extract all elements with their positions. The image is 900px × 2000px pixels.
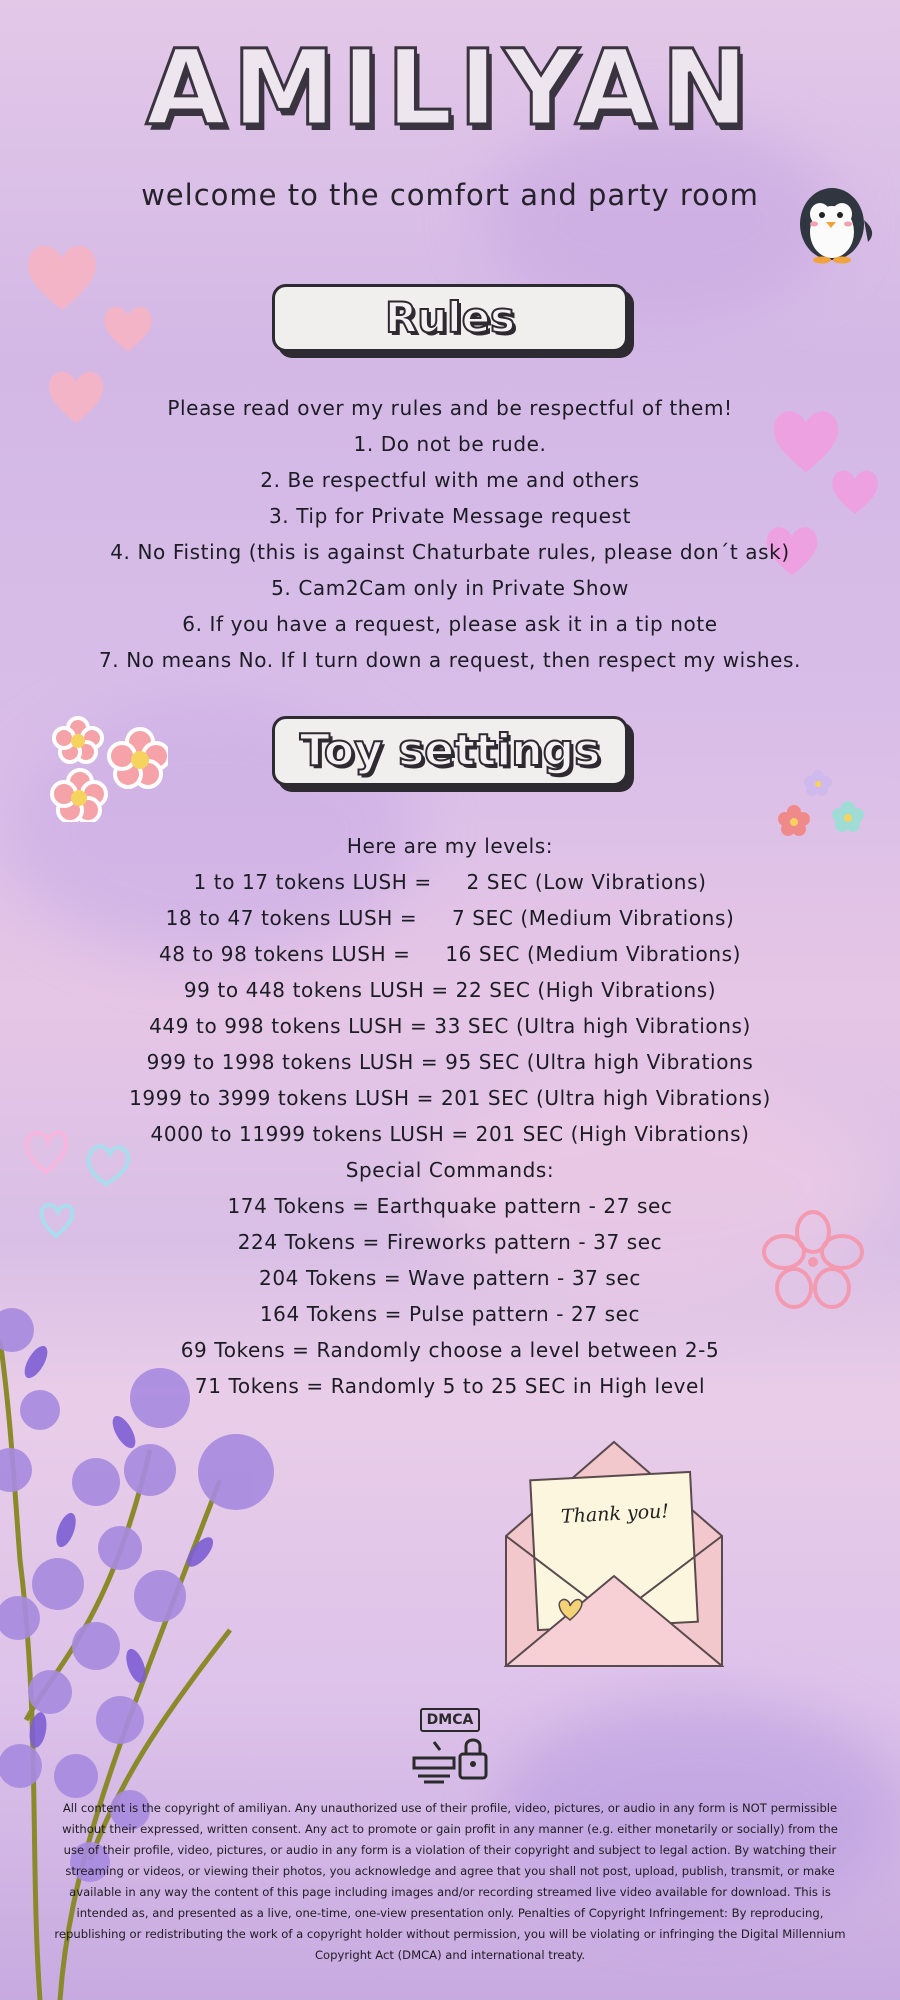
- special-command: 71 Tokens = Randomly 5 to 25 SEC in High level: [194, 1374, 706, 1398]
- rule-item: 4. No Fisting (this is against Chaturbate rules, please don´t ask): [110, 540, 790, 564]
- toy-level: 18 to 47 tokens LUSH = 7 SEC (Medium Vibrations): [165, 906, 735, 930]
- special-command: 204 Tokens = Wave pattern - 37 sec: [259, 1266, 641, 1290]
- page-title: AMILIYAN: [145, 27, 755, 149]
- envelope-icon: [504, 1440, 724, 1670]
- toy-level: 48 to 98 tokens LUSH = 16 SEC (Medium Vibrations): [158, 942, 742, 966]
- dmca-badge-label: DMCA: [420, 1708, 480, 1732]
- dmca-badge: [410, 1706, 490, 1792]
- dmca-legal-text: All content is the copyright of amiliyan. Any unauthorized use of their profile, video, pictures, or audio in any form is NOT permissible without their expressed, written consent. Any act to promote or gain profit in any manner (e.g. either monetarily or socially) from the use of their profile, video, pictures, or audio in any form is a violation of their copyright and subject to legal action. By watching their streaming or videos, or viewing their photos, you acknowledge and agree that you shall not post, upload, publish, transmit, or make available in any way the content of this page including images and/or recording streamed live video available for download. This is intended as, and presented as a live, one-time, one-view presentation only. Penalties of Copyright Infringement: By reproducing, republishing or redistributing the work of a copyright holder without permission, you will be violating or infringing the Digital Millennium Copyright Act (DMCA) and international treaty.: [54, 1801, 846, 1962]
- special-command: 224 Tokens = Fireworks pattern - 37 sec: [237, 1230, 663, 1254]
- toy-level: 449 to 998 tokens LUSH = 33 SEC (Ultra high Vibrations): [149, 1014, 751, 1038]
- page-subtitle: welcome to the comfort and party room: [141, 178, 759, 212]
- rule-item: 2. Be respectful with me and others: [260, 468, 640, 492]
- rules-list: [0, 390, 900, 678]
- special-command: 174 Tokens = Earthquake pattern - 27 sec: [227, 1194, 673, 1218]
- toy-level: 999 to 1998 tokens LUSH = 95 SEC (Ultra high Vibrations: [146, 1050, 754, 1074]
- rules-intro: Please read over my rules and be respectful of them!: [167, 396, 733, 420]
- rule-item: 7. No means No. If I turn down a request, then respect my wishes.: [98, 648, 802, 672]
- special-commands-heading: Special Commands:: [345, 1158, 555, 1182]
- envelope-note: Thank you!: [560, 1500, 670, 1528]
- toy-settings-heading: Toy settings: [272, 716, 628, 786]
- flower-icon: [48, 712, 168, 822]
- penguin-icon: [790, 180, 880, 264]
- rules-heading: Rules: [272, 284, 628, 352]
- flower-icon: [760, 1208, 866, 1314]
- toy-level: 4000 to 11999 tokens LUSH = 201 SEC (High Vibrations): [150, 1122, 750, 1146]
- heart-icon: [20, 1116, 140, 1246]
- rule-item: 1. Do not be rude.: [353, 432, 547, 456]
- toy-level: 1999 to 3999 tokens LUSH = 201 SEC (Ultra high Vibrations): [129, 1086, 771, 1110]
- special-command: 69 Tokens = Randomly choose a level between 2-5: [180, 1338, 720, 1362]
- heart-icon: [100, 300, 156, 356]
- heart-icon: [22, 236, 102, 316]
- toy-level: 1 to 17 tokens LUSH = 2 SEC (Low Vibrations): [193, 870, 707, 894]
- rule-item: 6. If you have a request, please ask it in a tip note: [182, 612, 718, 636]
- dmca-lock-icon: [410, 1732, 490, 1790]
- toy-level: 99 to 448 tokens LUSH = 22 SEC (High Vibrations): [183, 978, 717, 1002]
- rule-item: 5. Cam2Cam only in Private Show: [271, 576, 629, 600]
- special-command: 164 Tokens = Pulse pattern - 27 sec: [259, 1302, 641, 1326]
- toy-levels-intro: Here are my levels:: [346, 834, 554, 858]
- rule-item: 3. Tip for Private Message request: [268, 504, 632, 528]
